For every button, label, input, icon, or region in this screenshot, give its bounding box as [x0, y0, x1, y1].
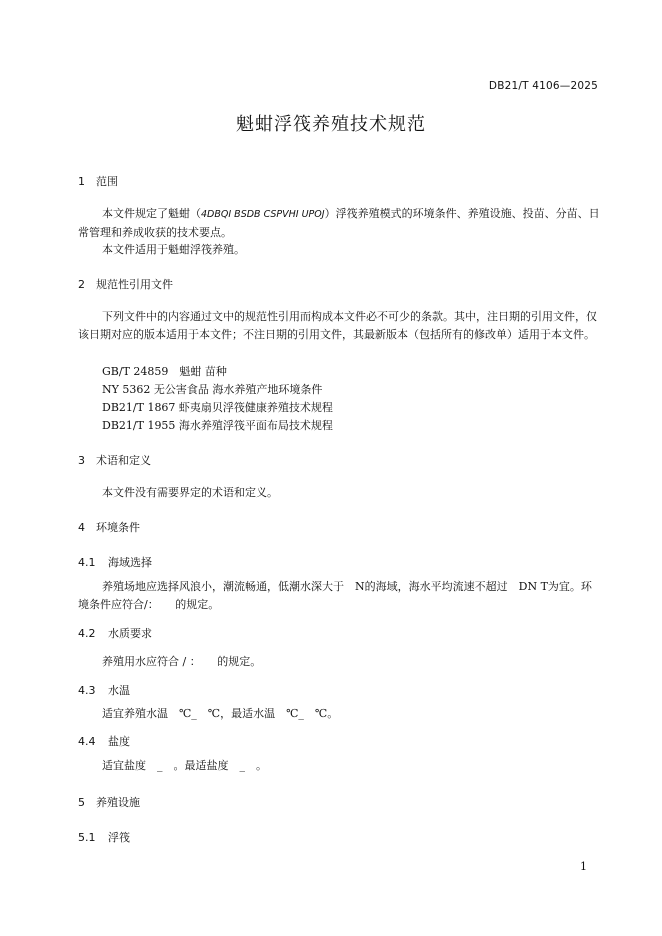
section-4-4-paragraph: 适宜盐度 _ 。最适盐度 _ 。 [102, 759, 267, 772]
section-4-3-heading [78, 682, 130, 698]
section-1-paragraph-2: 本文件适用于魁蚶浮筏养殖。 [102, 243, 245, 256]
section-number: 4.1 [78, 556, 96, 569]
reference-item: GB/T 24859 魁蚶 苗种 [102, 365, 227, 378]
section-number: 4.2 [78, 627, 96, 640]
section-title: 环境条件 [96, 521, 140, 534]
document-title: 魁蚶浮筏养殖技术规范 [236, 114, 426, 135]
section-4-3-paragraph: 适宜养殖水温 ℃_ ℃，最适水温 ℃_ ℃。 [102, 707, 339, 720]
standard-number: DB21/T 4106—2025 [488, 80, 598, 92]
section-title: 养殖设施 [96, 796, 140, 809]
latin-name: 4DBQI BSDB CSPVHI UPOJ [201, 209, 325, 220]
section-4-1-heading [78, 554, 152, 570]
reference-item: NY 5362 无公害食品 海水养殖产地环境条件 [102, 383, 323, 396]
section-title: 浮筏 [108, 831, 130, 844]
section-number: 5 [78, 796, 85, 809]
page-number: 1 [580, 860, 587, 873]
section-4-2-paragraph: 养殖用水应符合 / ： 的规定。 [102, 655, 262, 668]
section-title: 水质要求 [108, 627, 152, 640]
section-title: 术语和定义 [96, 454, 151, 467]
section-title: 盐度 [108, 735, 130, 748]
section-2-paragraph-1: 下列文件中的内容通过文中的规范性引用而构成本文件必不可少的条款。其中，注日期的引用文件，仅该日期对应的版本适用于本文件；不注日期的引用文件，其最新版本（包括所有的修改单）适用于本文件。 [78, 310, 597, 341]
text-run: 本文件规定了魁蚶（ [102, 207, 201, 220]
section-number: 5.1 [78, 831, 96, 844]
section-5-heading [78, 794, 140, 810]
section-number: 4 [78, 521, 85, 534]
section-title: 水温 [108, 684, 130, 697]
reference-item: DB21/T 1867 虾夷扇贝浮筏健康养殖技术规程 [102, 401, 333, 414]
section-title: 范围 [96, 175, 118, 188]
section-4-1-paragraph: 养殖场地应选择风浪小，潮流畅通，低潮水深大于 N的海域，海水平均流速不超过 DN T为宜。环境条件应符合/： 的规定。 [78, 580, 592, 611]
section-4-2-heading [78, 625, 152, 641]
section-number: 3 [78, 454, 85, 467]
section-number: 1 [78, 175, 85, 188]
section-2-heading [78, 276, 173, 292]
section-3-paragraph-1: 本文件没有需要界定的术语和定义。 [102, 486, 278, 499]
section-1-heading [78, 173, 118, 189]
section-3-heading [78, 452, 151, 468]
section-number: 2 [78, 278, 85, 291]
section-4-4-heading [78, 733, 130, 749]
reference-item: DB21/T 1955 海水养殖浮筏平面布局技术规程 [102, 419, 333, 432]
text-run: ）浮筏养殖模式的环境条件、养殖设施、投苗、分苗、日常管理和养成收获的技术要点。 [78, 207, 600, 239]
section-4-heading [78, 519, 140, 535]
section-1-paragraph-1 [78, 205, 600, 242]
section-number: 4.3 [78, 684, 96, 697]
section-title: 海域选择 [108, 556, 152, 569]
section-number: 4.4 [78, 735, 96, 748]
section-5-1-heading [78, 829, 130, 845]
section-title: 规范性引用文件 [96, 278, 173, 291]
